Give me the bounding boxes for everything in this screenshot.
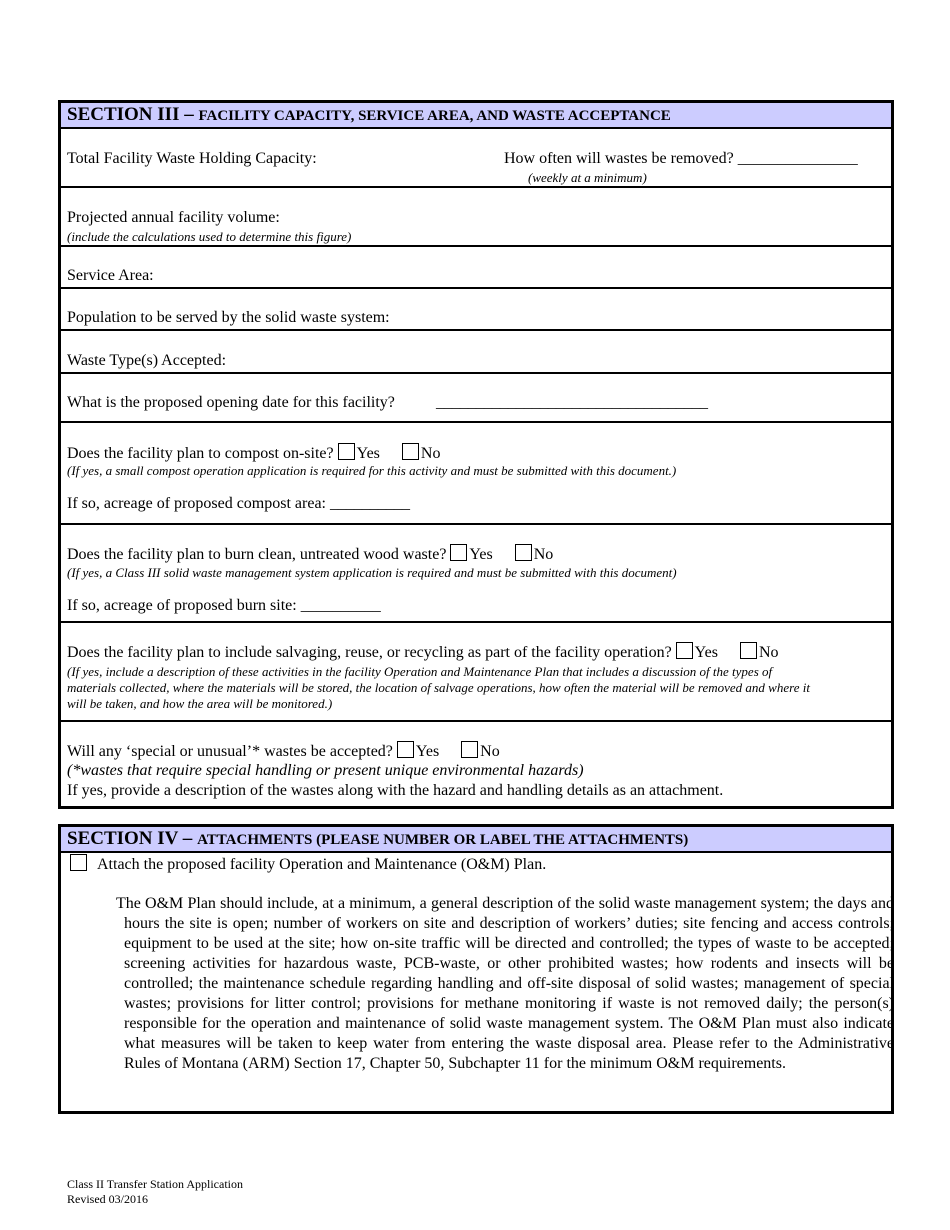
compost-acreage-field[interactable]: If so, acreage of proposed compost area: __________ xyxy=(67,495,410,512)
special-waste-row xyxy=(61,722,891,806)
compost-no-label: No xyxy=(420,445,441,462)
population-row[interactable] xyxy=(61,289,891,331)
burn-row xyxy=(61,525,891,623)
section-4-title: SECTION IV – xyxy=(67,828,198,849)
attach-om-plan-checkbox[interactable] xyxy=(70,854,87,871)
section-3 xyxy=(58,100,894,809)
capacity-row xyxy=(61,129,891,188)
special-no-checkbox[interactable] xyxy=(461,741,478,758)
salvage-yes-checkbox[interactable] xyxy=(676,642,693,659)
opening-date-label: What is the proposed opening date for this facility? xyxy=(67,394,395,411)
salvage-question xyxy=(67,642,779,662)
volume-row xyxy=(61,188,891,247)
salvage-row xyxy=(61,623,891,722)
population-label: Population to be served by the solid waste system: xyxy=(67,309,390,326)
salvage-no-checkbox[interactable] xyxy=(740,642,757,659)
compost-note: (If yes, a small compost operation application is required for this activity and must be submitted with this document.) xyxy=(67,463,677,478)
burn-no-label: No xyxy=(533,546,554,563)
volume-label: Projected annual facility volume: xyxy=(67,209,280,226)
special-no-label: No xyxy=(480,743,500,760)
service-area-row[interactable] xyxy=(61,247,891,289)
section-4-header xyxy=(61,827,891,853)
burn-note: (If yes, a Class III solid waste management system application is required and must be submitted with this document) xyxy=(67,565,677,580)
compost-no-checkbox[interactable] xyxy=(402,443,419,460)
compost-question-text: Does the facility plan to compost on-site? xyxy=(67,445,334,462)
burn-no-checkbox[interactable] xyxy=(515,544,532,561)
burn-yes-label: Yes xyxy=(469,546,493,563)
special-yes-label: Yes xyxy=(415,743,440,760)
compost-yes-label: Yes xyxy=(356,445,380,462)
waste-types-label: Waste Type(s) Accepted: xyxy=(67,352,227,369)
compost-yes-checkbox[interactable] xyxy=(338,443,355,460)
opening-date-row xyxy=(61,374,891,423)
opening-date-field[interactable]: __________________________________ xyxy=(436,394,708,411)
capacity-label: Total Facility Waste Holding Capacity: xyxy=(67,150,317,167)
om-plan-description: The O&M Plan should include, at a minimum, a general description of the solid waste management system; the days and hours the site is open; number of workers on site and description of workers’ duties; site fencing and access controls; equipment to be used at the site; how on-site traffic will be directed and controlled; the types of waste to be accepted; screening activities for hazardous waste, PCB-waste, or other prohibited wastes; how rodents and insects will be controlled; the maintenance schedule regarding handling and off-site disposal of solid wastes; management of special wastes; provisions for litter control; provisions for methane monitoring if waste is not removed daily; the person(s) responsible for the operation and maintenance of solid waste management system. The O&M Plan must also indicate what measures will be taken to keep water from entering the waste disposal area. Please refer to the Administrative Rules of Montana (ARM) Section 17, Chapter 50, Subchapter 11 for the minimum O&M requirements. xyxy=(116,895,894,1072)
special-waste-question-text: Will any ‘special or unusual’* wastes be accepted? xyxy=(67,743,393,760)
waste-types-row[interactable] xyxy=(61,331,891,374)
burn-yes-checkbox[interactable] xyxy=(450,544,467,561)
special-waste-question xyxy=(67,741,500,761)
footer-revision: Revised 03/2016 xyxy=(67,1192,148,1206)
salvage-note-line-2: materials collected, where the materials will be stored, the location of salvage operations, how often the material will be removed and where it xyxy=(67,680,810,695)
salvage-note-line-1: (If yes, include a description of these activities in the facility Operation and Maintenance Plan that includes a discussion of the types of xyxy=(67,664,773,679)
burn-question-text: Does the facility plan to burn clean, untreated wood waste? xyxy=(67,546,447,563)
salvage-question-text: Does the facility plan to include salvaging, reuse, or recycling as part of the facility operation? xyxy=(67,644,672,661)
burn-question xyxy=(67,544,553,564)
special-waste-followup: If yes, provide a description of the wastes along with the hazard and handling details as an attachment. xyxy=(67,782,724,799)
salvage-yes-label: Yes xyxy=(694,644,718,661)
footer-form-name: Class II Transfer Station Application xyxy=(67,1177,243,1191)
section-4 xyxy=(58,824,894,1114)
removal-frequency-field[interactable]: How often will wastes be removed? _______________ xyxy=(504,150,858,167)
special-waste-note: (*wastes that require special handling or present unique environmental hazards) xyxy=(67,762,584,779)
section-3-title: SECTION III – xyxy=(67,104,199,125)
salvage-note-line-3: will be taken, and how the area will be monitored.) xyxy=(67,696,333,711)
section-3-header xyxy=(61,103,891,129)
compost-question xyxy=(67,443,440,463)
volume-note: (include the calculations used to determine this figure) xyxy=(67,229,352,244)
footer xyxy=(67,1177,243,1207)
special-yes-checkbox[interactable] xyxy=(397,741,414,758)
compost-row xyxy=(61,423,891,525)
service-area-label: Service Area: xyxy=(67,267,154,284)
burn-acreage-field[interactable]: If so, acreage of proposed burn site: __________ xyxy=(67,597,381,614)
attach-om-plan xyxy=(70,854,546,874)
removal-note: (weekly at a minimum) xyxy=(528,170,647,185)
salvage-no-label: No xyxy=(758,644,779,661)
attach-om-plan-label: Attach the proposed facility Operation and Maintenance (O&M) Plan. xyxy=(97,856,547,873)
section-3-subtitle: FACILITY CAPACITY, SERVICE AREA, AND WASTE ACCEPTANCE xyxy=(198,108,671,124)
section-4-subtitle: ATTACHMENTS (PLEASE NUMBER OR LABEL THE ATTACHMENTS) xyxy=(197,832,689,848)
